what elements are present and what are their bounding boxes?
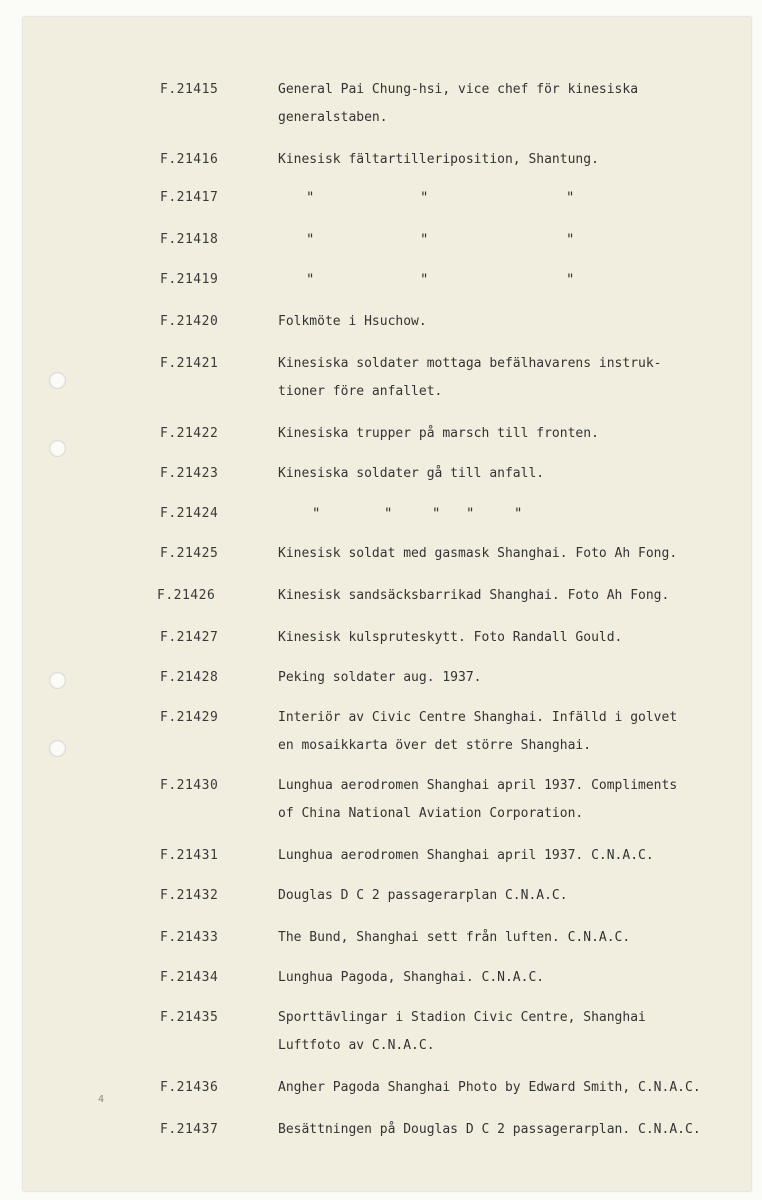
entry-description — [278, 624, 728, 652]
ditto-mark: " — [566, 272, 575, 288]
description-line: Kinesisk fältartilleriposition, Shantung. — [278, 152, 599, 167]
description-line: Lunghua aerodromen Shanghai april 1937. C.N.A.C. — [278, 848, 654, 863]
entry-description — [278, 308, 728, 336]
description-line: Besättningen på Douglas D C 2 passagerarplan. C.N.A.C. — [278, 1122, 701, 1137]
entry-code: F.21435 — [160, 1010, 219, 1025]
ditto-mark: " — [514, 506, 523, 522]
entry-code: F.21431 — [160, 848, 219, 863]
description-line: generalstaben. — [278, 110, 388, 125]
description-line: Luftfoto av C.N.A.C. — [278, 1038, 435, 1053]
punch-hole — [49, 440, 66, 457]
entry-description — [278, 964, 728, 992]
ditto-mark: " — [306, 232, 315, 248]
entry-code: F.21432 — [160, 888, 219, 903]
description-line: General Pai Chung-hsi, vice chef för kinesiska — [278, 82, 639, 97]
description-line: Interiör av Civic Centre Shanghai. Infälld i golvet — [278, 710, 678, 725]
entry-description — [278, 1074, 728, 1102]
entry-description — [278, 842, 728, 870]
entry-code: F.21422 — [160, 426, 219, 441]
description-line: Kinesisk sandsäcksbarrikad Shanghai. Foto Ah Fong. — [278, 588, 670, 603]
description-line: Kinesisk kulspruteskytt. Foto Randall Gould. — [278, 630, 623, 645]
description-line: en mosaikkarta över det större Shanghai. — [278, 738, 592, 753]
entry-code: F.21429 — [160, 710, 219, 725]
entry-code: F.21419 — [160, 272, 219, 287]
entry-description — [278, 882, 728, 910]
description-line: Kinesiska soldater gå till anfall. — [278, 466, 545, 481]
description-line: tioner före anfallet. — [278, 384, 443, 399]
punch-hole — [49, 372, 66, 389]
entry-code: F.21437 — [160, 1122, 219, 1137]
description-line: Douglas D C 2 passagerarplan C.N.A.C. — [278, 888, 568, 903]
entry-code: F.21416 — [160, 152, 219, 167]
description-line: Folkmöte i Hsuchow. — [278, 314, 427, 329]
description-line: Peking soldater aug. 1937. — [278, 670, 482, 685]
punch-hole — [49, 740, 66, 757]
punch-hole — [49, 672, 66, 689]
description-line: Angher Pagoda Shanghai Photo by Edward Smith, C.N.A.C. — [278, 1080, 701, 1095]
entry-description — [278, 664, 728, 692]
entry-description — [278, 704, 728, 760]
entry-code: F.21434 — [160, 970, 219, 985]
ditto-mark: " — [312, 506, 321, 522]
entry-description — [278, 1116, 728, 1144]
description-line: of China National Aviation Corporation. — [278, 806, 584, 821]
entry-code: F.21426 — [157, 588, 216, 603]
entry-code: F.21424 — [160, 506, 219, 521]
description-line: Kinesiska trupper på marsch till fronten. — [278, 426, 599, 441]
entry-code: F.21421 — [160, 356, 219, 371]
entry-code: F.21420 — [160, 314, 219, 329]
entry-description — [278, 76, 728, 132]
ditto-mark: " — [566, 232, 575, 248]
entry-description — [278, 1004, 728, 1060]
ditto-mark: " — [384, 506, 393, 522]
ditto-mark: " — [420, 232, 429, 248]
ditto-mark: " — [420, 272, 429, 288]
entry-code: F.21425 — [160, 546, 219, 561]
description-line: Lunghua Pagoda, Shanghai. C.N.A.C. — [278, 970, 545, 985]
description-line: Sporttävlingar i Stadion Civic Centre, Shanghai — [278, 1010, 646, 1025]
ditto-mark: " — [306, 272, 315, 288]
description-line: The Bund, Shanghai sett från luften. C.N.A.C. — [278, 930, 631, 945]
entry-description — [278, 540, 728, 568]
entry-description — [278, 146, 728, 174]
entry-code: F.21427 — [160, 630, 219, 645]
entry-description — [278, 924, 728, 952]
ditto-mark: " — [432, 506, 441, 522]
entry-description — [278, 420, 728, 448]
entry-code: F.21418 — [160, 232, 219, 247]
ditto-mark: " — [466, 506, 475, 522]
pencil-mark: 4 — [98, 1094, 105, 1105]
entry-description — [278, 460, 728, 488]
entry-code: F.21430 — [160, 778, 219, 793]
description-line: Kinesisk soldat med gasmask Shanghai. Foto Ah Fong. — [278, 546, 678, 561]
entry-code: F.21428 — [160, 670, 219, 685]
ditto-mark: " — [566, 190, 575, 206]
entry-code: F.21417 — [160, 190, 219, 205]
entry-code: F.21433 — [160, 930, 219, 945]
ditto-mark: " — [306, 190, 315, 206]
entry-description — [278, 582, 728, 610]
entry-code: F.21423 — [160, 466, 219, 481]
entry-description — [278, 350, 728, 406]
entry-description — [278, 772, 728, 828]
entry-code: F.21415 — [160, 82, 219, 97]
entry-code: F.21436 — [160, 1080, 219, 1095]
description-line: Kinesiska soldater mottaga befälhavarens instruk- — [278, 356, 662, 371]
ditto-mark: " — [420, 190, 429, 206]
description-line: Lunghua aerodromen Shanghai april 1937. Compliments — [278, 778, 678, 793]
